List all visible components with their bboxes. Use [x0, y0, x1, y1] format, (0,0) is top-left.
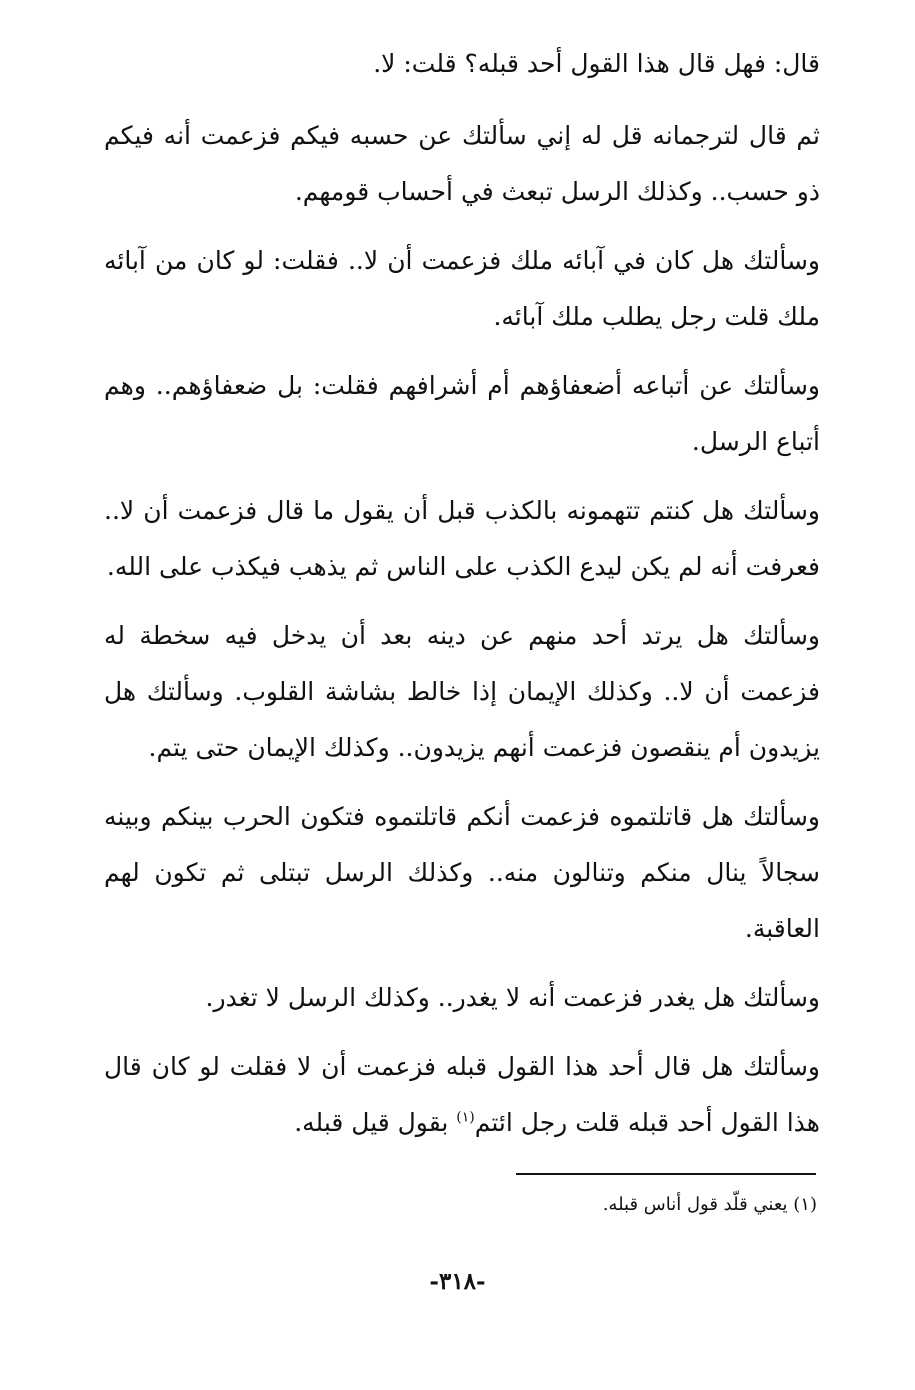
- footnote-marker: (١): [456, 1109, 475, 1126]
- paragraph-2: ثم قال لترجمانه قل له إني سألتك عن حسبه فيكم فزعمت أنه فيكم ذو حسب.. وكذلك الرسل تبعث في أحساب قومهم.: [104, 121, 820, 206]
- paragraph-1: قال: فهل قال هذا القول أحد قبله؟ قلت: لا.: [373, 49, 820, 78]
- footnote-divider: [516, 1173, 816, 1175]
- page-number: -٣١٨-: [429, 1268, 486, 1295]
- paragraph-8: وسألتك هل يغدر فزعمت أنه لا يغدر.. وكذلك الرسل لا تغدر.: [205, 983, 820, 1012]
- paragraph-9-text: وسألتك هل قال أحد هذا القول قبله فزعمت أن لا فقلت لو كان قال هذا القول أحد قبله قلت رجل ائتم: [104, 1052, 820, 1137]
- paragraph-6: وسألتك هل يرتد أحد منهم عن دينه بعد أن يدخل فيه سخطة له فزعمت أن لا.. وكذلك الإيمان إذا خالط بشاشة القلوب. وسألتك هل يزيدون أم ينقصون فزعمت أنهم يزيدون.. وكذلك الإيمان حتى يتم.: [104, 621, 820, 762]
- paragraph-7: وسألتك هل قاتلتموه فزعمت أنكم قاتلتموه فتكون الحرب بينكم وبينه سجالاً ينال منكم وتنالون منه.. وكذلك الرسل تبتلى ثم تكون لهم العاقبة.: [104, 802, 820, 943]
- paragraph-4: وسألتك عن أتباعه أضعفاؤهم أم أشرافهم فقلت: بل ضعفاؤهم.. وهم أتباع الرسل.: [104, 371, 820, 456]
- paragraph-3: وسألتك هل كان في آبائه ملك فزعمت أن لا.. فقلت: لو كان من آبائه ملك قلت رجل يطلب ملك آبائه.: [104, 246, 820, 331]
- page-body: [104, 36, 820, 1164]
- paragraph-9: [104, 1039, 820, 1151]
- paragraph-9-tail: بقول قيل قبله.: [294, 1108, 457, 1137]
- footnote: (١) يعني قلّد قول أناس قبله.: [602, 1194, 817, 1215]
- paragraph-5: وسألتك هل كنتم تتهمونه بالكذب قبل أن يقول ما قال فزعمت أن لا.. فعرفت أنه لم يكن ليدع الكذب على الناس ثم يذهب فيكذب على الله.: [104, 496, 820, 581]
